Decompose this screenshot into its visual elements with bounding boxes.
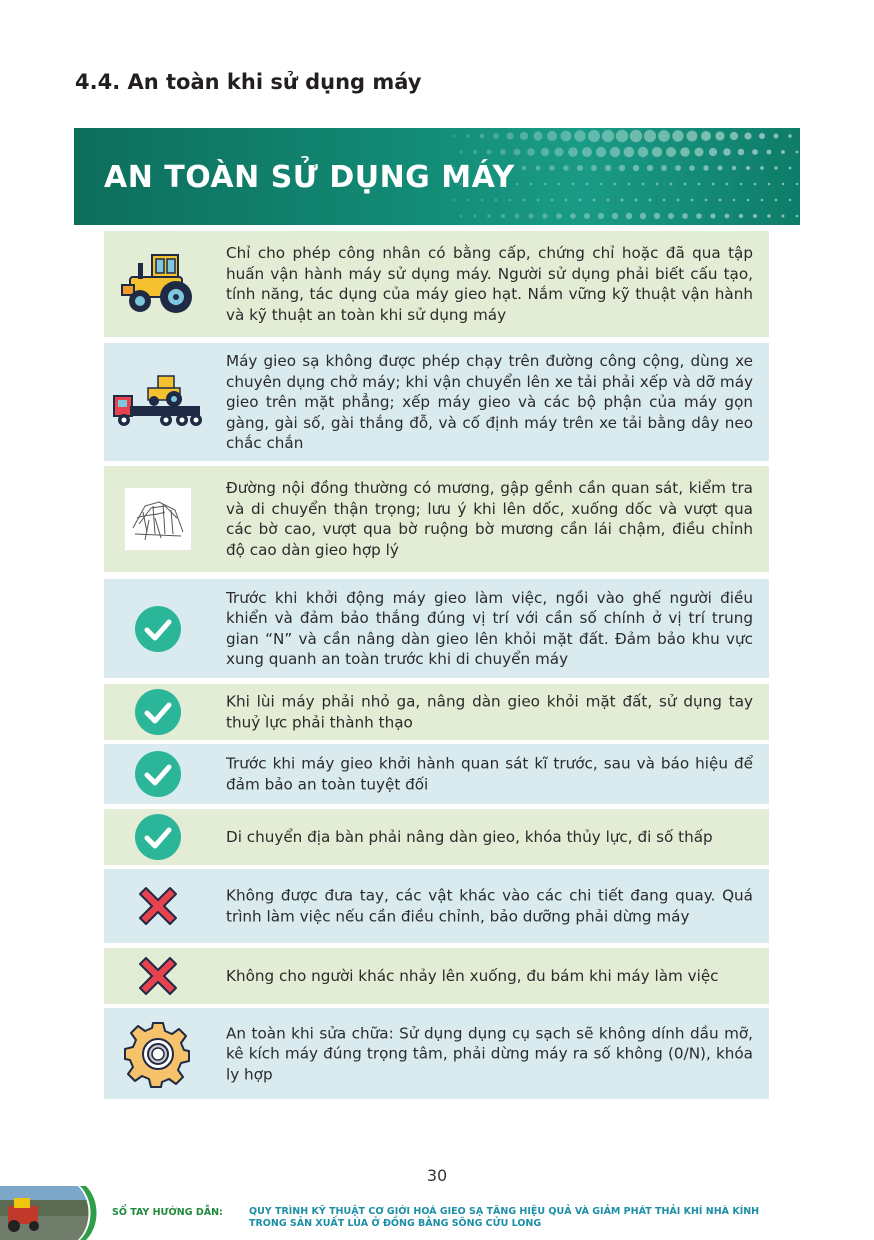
banner-dot <box>527 148 535 156</box>
banner-dot <box>547 131 557 141</box>
item-text: Đường nội đồng thường có mương, gập gềnh cần quan sát, kiểm tra và di chuyển thận trọng; lưu ý khi lên dốc, xuống dốc và vượt qua các bờ cao, vượt qua bờ ruộng bờ mương cần lái chậm, điều chỉnh độ cao dàn gieo hợp lý <box>226 479 753 559</box>
banner-dot <box>663 199 666 202</box>
banner-dot <box>788 134 792 138</box>
banner-dot <box>635 199 638 202</box>
banner-dot <box>570 213 576 219</box>
banner-dot <box>495 199 498 202</box>
item-text: Khi lùi máy phải nhỏ ga, nâng dàn gieo khỏi mặt đất, sử dụng tay thuỷ lực phải thành thạo <box>226 692 753 731</box>
banner-dot <box>789 199 791 201</box>
gear-icon <box>104 1008 212 1099</box>
banner-dot <box>596 147 606 157</box>
check-icon <box>104 809 212 865</box>
item-text: Trước khi khởi động máy gieo làm việc, ngồi vào ghế người điều khiển và đảm bảo thắng đúng vị trí với cần số chính ở vị trí trung gian “N” và cần nâng dàn gieo lên khỏi mặt đất. Đảm bảo khu vực xung quanh an toàn trước khi di chuyển máy <box>226 588 753 668</box>
banner-dot <box>684 183 687 186</box>
list-item <box>104 343 769 461</box>
list-item <box>104 579 769 678</box>
banner-dot <box>537 199 540 202</box>
item-text: Không cho người khác nhảy lên xuống, đu bám khi máy làm việc <box>226 966 719 985</box>
banner-dot <box>753 214 757 218</box>
banner-dot <box>740 183 743 186</box>
banner-dot <box>541 148 549 156</box>
banner-dot <box>719 199 722 202</box>
banner-dot <box>698 183 701 186</box>
banner-dot <box>607 199 610 202</box>
banner-dot <box>516 183 519 186</box>
banner-dot <box>738 149 745 156</box>
banner-dot <box>506 132 513 139</box>
banner-dot <box>473 214 476 217</box>
list-item <box>104 466 769 572</box>
banner-dot <box>628 183 631 186</box>
banner-dot <box>796 151 799 154</box>
banner-dot <box>591 165 597 171</box>
banner-dot <box>551 199 554 202</box>
check-icon <box>104 744 212 804</box>
banner-dot <box>768 183 771 186</box>
banner-dot <box>593 199 596 202</box>
banner-dot <box>705 199 708 202</box>
banner-dot <box>767 214 771 218</box>
cross-icon <box>104 869 212 943</box>
list-item <box>104 744 769 804</box>
check-icon <box>104 684 212 740</box>
banner-dot <box>725 214 730 219</box>
banner-dot <box>733 199 736 202</box>
banner-dot <box>774 166 777 169</box>
banner-dot <box>767 150 772 155</box>
banner-dot <box>530 183 533 186</box>
banner-dot <box>760 166 764 170</box>
check-icon <box>104 579 212 678</box>
banner-dot <box>701 131 711 141</box>
banner-dot <box>652 147 662 157</box>
banner-dot <box>747 199 750 202</box>
banner-dot <box>453 199 455 201</box>
banner-dot <box>621 199 624 202</box>
banner-dot <box>493 133 499 139</box>
banner-dot <box>761 199 764 202</box>
banner-dot <box>710 213 715 218</box>
banner-dot <box>619 165 625 171</box>
banner-dot <box>709 148 717 156</box>
banner-dot <box>718 166 723 171</box>
banner-dot <box>582 147 592 157</box>
banner-dot <box>542 213 547 218</box>
banner-dot <box>726 183 729 186</box>
banner-dot <box>520 132 528 140</box>
banner-dot <box>487 214 491 218</box>
banner-dot <box>529 214 534 219</box>
banner-dot <box>723 148 731 156</box>
list-item <box>104 948 769 1004</box>
banner-dot <box>565 199 568 202</box>
banner-dot <box>715 131 724 140</box>
banner-dot <box>695 148 704 157</box>
banner-dot <box>661 165 667 171</box>
banner-dot <box>556 213 562 219</box>
banner-dot <box>460 151 463 154</box>
banner-dot <box>746 166 750 170</box>
list-item <box>104 1008 769 1099</box>
banner-dot <box>796 215 799 218</box>
banner-dot <box>473 150 477 154</box>
banner-dot <box>574 130 585 141</box>
banner-dot <box>782 215 785 218</box>
banner-dot <box>549 165 554 170</box>
banner-dot <box>500 149 506 155</box>
banner-dot <box>689 165 695 171</box>
banner-dot <box>612 213 618 219</box>
list-item <box>104 684 769 740</box>
banner-dot <box>668 213 674 219</box>
banner-dot <box>677 199 680 202</box>
list-item <box>104 809 769 865</box>
banner-dot <box>600 183 603 186</box>
banner-dot <box>744 132 751 139</box>
banner-dot <box>453 135 455 137</box>
banner-dot <box>555 148 564 157</box>
banner-dot <box>523 199 526 202</box>
banner-dot <box>666 147 676 157</box>
banner-dot <box>514 149 521 156</box>
item-text: An toàn khi sửa chữa: Sử dụng dụng cụ sạch sẽ không dính dầu mỡ, kê kích máy đúng trọng tâm, phải dừng máy ra số không (0/N), khóa ly hợp <box>226 1023 753 1083</box>
banner-dot <box>588 130 600 142</box>
banner-dot <box>672 130 683 141</box>
banner-dot <box>682 213 688 219</box>
banner-dot <box>501 214 505 218</box>
banner-dot <box>649 199 652 202</box>
item-text: Trước khi máy gieo khởi hành quan sát kĩ trước, sau và báo hiệu để đảm bảo an toàn tuyệt đối <box>226 754 753 793</box>
footer-title-line: QUY TRÌNH KỸ THUẬT CƠ GIỚI HOÁ GIEO SẠ TĂNG HIỆU QUẢ VÀ GIẢM PHÁT THẢI KHÍ NHÀ KÍNH <box>249 1206 760 1217</box>
banner-dot <box>466 134 470 138</box>
banner-dot <box>481 199 484 202</box>
banner-dot <box>598 213 604 219</box>
banner-dot <box>752 149 758 155</box>
banner-dot <box>460 215 463 218</box>
banner-dot <box>640 213 646 219</box>
banner-dot <box>536 166 541 171</box>
banner-dot <box>638 147 648 157</box>
banner-dot <box>633 165 639 171</box>
cross-icon <box>104 948 212 1004</box>
banner-dot <box>680 147 689 156</box>
banner-dot <box>775 199 778 202</box>
banner-dot <box>533 131 542 140</box>
banner-dot <box>544 183 547 186</box>
banner-dot <box>696 213 702 219</box>
banner-dot <box>467 199 469 201</box>
truck-with-tractor-icon <box>104 343 212 461</box>
banner-dot <box>563 165 569 171</box>
banner-dot <box>626 213 632 219</box>
banner-dot <box>782 183 784 185</box>
banner-dot <box>670 183 673 186</box>
banner-dot <box>487 150 492 155</box>
banner-dot <box>658 130 670 142</box>
banner-dot <box>759 133 765 139</box>
banner-dot <box>522 166 527 171</box>
banner-dot <box>732 166 737 171</box>
banner-dot <box>754 183 757 186</box>
banner-dot <box>586 183 589 186</box>
banner-dot <box>774 134 779 139</box>
page-number: 30 <box>426 1166 448 1185</box>
banner-dot <box>644 130 656 142</box>
section-title: 4.4. An toàn khi sử dụng máy <box>75 70 422 94</box>
banner-dot <box>781 150 785 154</box>
banner-dot <box>610 147 620 157</box>
banner-dot <box>616 130 628 142</box>
banner-dot <box>579 199 582 202</box>
tractor-icon <box>104 231 212 337</box>
banner-dot <box>561 131 572 142</box>
banner-dot <box>509 199 512 202</box>
banner-dot <box>577 165 583 171</box>
banner <box>74 128 800 225</box>
banner-dot <box>703 165 708 170</box>
banner-dot <box>730 132 738 140</box>
footer-title <box>249 1206 809 1230</box>
banner-dot <box>568 147 578 157</box>
item-text: Máy gieo sạ không được phép chạy trên đường công cộng, dùng xe chuyên dụng chở máy; khi vận chuyển lên xe tải phải xếp và dỡ máy gieo trên mặt phẳng; xếp máy gieo và các bộ phận của máy gọn gàng, gài số, gài thắng đỗ, và cố định máy trên xe tải bằng dây neo chắc chắn <box>226 351 753 452</box>
footer-title-line: TRONG SẢN XUẤT LÚA Ở ĐỒNG BẰNG SÔNG CỬU LONG <box>249 1218 542 1229</box>
banner-dot <box>572 183 575 186</box>
banner-dot <box>614 183 617 186</box>
banner-dot <box>480 134 485 139</box>
banner-dot <box>691 199 694 202</box>
banner-dot <box>602 130 614 142</box>
banner-dot <box>642 183 645 186</box>
banner-dot <box>654 213 660 219</box>
list-item <box>104 869 769 943</box>
list-item <box>104 231 769 337</box>
footer-label: SỔ TAY HƯỚNG DẪN: <box>112 1207 223 1218</box>
banner-dot <box>584 213 590 219</box>
banner-dot <box>796 183 798 185</box>
banner-dot <box>687 131 698 142</box>
banner-dot <box>789 167 792 170</box>
item-text: Di chuyển địa bàn phải nâng dàn gieo, khóa thủy lực, đi số thấp <box>226 827 713 846</box>
banner-dot <box>675 165 681 171</box>
banner-dot <box>712 183 715 186</box>
banner-title: AN TOÀN SỬ DỤNG MÁY <box>104 160 515 195</box>
banner-dot <box>624 147 635 158</box>
banner-dot <box>739 214 743 218</box>
banner-dot <box>558 183 561 186</box>
item-text: Không được đưa tay, các vật khác vào các chi tiết đang quay. Quá trình làm việc nếu cần điều chỉnh, bảo dưỡng phải dừng máy <box>226 886 753 925</box>
banner-dot <box>515 214 520 219</box>
field-sketch-icon <box>104 466 212 572</box>
footer-photo <box>0 1186 98 1240</box>
banner-dot <box>647 165 653 171</box>
banner-dot <box>630 130 642 142</box>
banner-dot <box>605 165 611 171</box>
item-text: Chỉ cho phép công nhân có bằng cấp, chứng chỉ hoặc đã qua tập huấn vận hành máy sử dụng máy. Người sử dụng phải biết cấu tạo, tính năng, tác dụng của máy gieo hạt. Nắm vững kỹ thuật vận hành và kỹ thuật an toàn khi sử dụng máy <box>226 244 753 324</box>
banner-dot <box>656 183 659 186</box>
